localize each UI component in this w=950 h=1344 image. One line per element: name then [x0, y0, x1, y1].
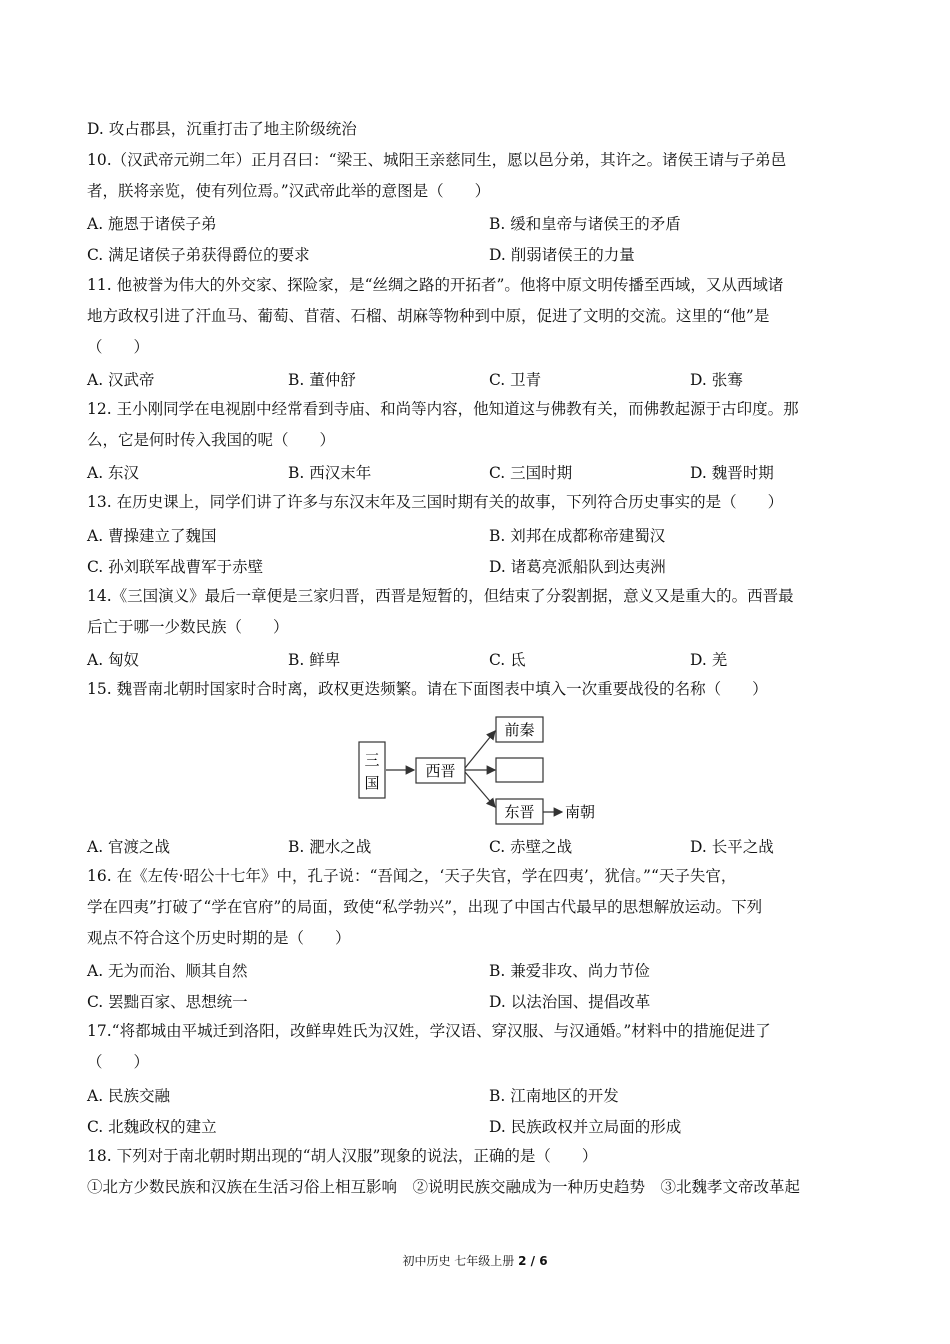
arrow-to-former-qin [465, 731, 495, 768]
question-16-option-d: D. 以法治国、提倡改革 [489, 993, 651, 1011]
box-former-qin-label: 前秦 [504, 721, 535, 739]
question-17-option-b: B. 江南地区的开发 [489, 1087, 619, 1105]
question-16-option-a: A. 无为而治、顺其自然 [87, 962, 248, 980]
question-11-option-d: D. 张骞 [690, 371, 743, 389]
question-17-option-d: D. 民族政权并立局面的形成 [489, 1118, 682, 1136]
question-13-option-a: A. 曹操建立了魏国 [87, 527, 217, 545]
question-14-option-a: A. 匈奴 [87, 651, 140, 669]
question-13-option-d: D. 诸葛亮派船队到达夷洲 [489, 558, 666, 576]
question-15-option-b: B. 淝水之战 [288, 838, 372, 856]
question-12-stem-cont: 么，它是何时传入我国的呢（ ） [87, 431, 336, 449]
question-9-option-d: D. 攻占郡县，沉重打击了地主阶级统治 [87, 120, 357, 138]
question-12-option-c: C. 三国时期 [489, 464, 573, 482]
question-17-option-a: A. 民族交融 [87, 1087, 171, 1105]
question-10-stem: 10.（汉武帝元朔二年）正月召曰：“梁王、城阳王亲慈同生，愿以邑分弟，其许之。诸侯王请与子弟邑 [87, 151, 787, 169]
question-17-stem-cont: （ ） [87, 1053, 150, 1071]
question-11-option-b: B. 董仲舒 [288, 371, 356, 389]
box-blank-answer [496, 758, 543, 782]
question-16-stem-cont: 学在四夷”打破了“学在官府”的局面，致使“私学勃兴”，出现了中国古代最早的思想解放运动。下列 [87, 898, 763, 916]
question-12-option-a: A. 东汉 [87, 464, 140, 482]
question-13-stem: 13. 在历史课上，同学们讲了许多与东汉末年及三国时期有关的故事，下列符合历史事实的是（ ） [87, 493, 784, 511]
question-10-option-c: C. 满足诸侯子弟获得爵位的要求 [87, 246, 310, 264]
question-15-stem: 15. 魏晋南北朝时国家时合时离，政权更迭频繁。请在下面图表中填入一次重要战役的名称（ ） [87, 680, 768, 698]
question-11-option-a: A. 汉武帝 [87, 371, 155, 389]
page-number: 2 / 6 [518, 1254, 548, 1268]
question-15-option-a: A. 官渡之战 [87, 838, 171, 856]
question-10-option-a: A. 施恩于诸侯子弟 [87, 215, 217, 233]
footer-label: 初中历史 七年级上册 [402, 1254, 515, 1268]
question-14-option-b: B. 鲜卑 [288, 651, 341, 669]
southern-dynasties-label: 南朝 [565, 803, 596, 821]
question-13-option-c: C. 孙刘联军战曹军于赤壁 [87, 558, 264, 576]
box-three-kingdoms-label-2: 国 [364, 774, 380, 792]
question-14-stem-cont: 后亡于哪一少数民族（ ） [87, 618, 289, 636]
page-footer [0, 1252, 950, 1269]
arrow-to-eastern-jin [465, 772, 495, 807]
question-16-stem-cont: 观点不符合这个历史时期的是（ ） [87, 929, 351, 947]
question-17-option-c: C. 北魏政权的建立 [87, 1118, 217, 1136]
box-western-jin-label: 西晋 [425, 762, 456, 780]
box-eastern-jin-label: 东晋 [504, 803, 535, 821]
question-10-option-b: B. 缓和皇帝与诸侯王的矛盾 [489, 215, 681, 233]
question-10-stem-cont: 者，朕将亲览，使有列位焉。”汉武帝此举的意图是（ ） [87, 182, 491, 200]
question-10-option-d: D. 削弱诸侯王的力量 [489, 246, 635, 264]
question-12-option-d: D. 魏晋时期 [690, 464, 774, 482]
question-14-option-d: D. 羌 [690, 651, 728, 669]
dynasty-flow-diagram [355, 710, 615, 830]
question-11-stem-cont: 地方政权引进了汗血马、葡萄、苜蓿、石榴、胡麻等物种到中原，促进了文明的交流。这里的“他”是 [87, 307, 770, 325]
question-12-stem: 12. 王小刚同学在电视剧中经常看到寺庙、和尚等内容，他知道这与佛教有关，而佛教起源于古印度。那 [87, 400, 799, 418]
question-11-option-c: C. 卫青 [489, 371, 542, 389]
question-14-option-c: C. 氐 [489, 651, 526, 669]
question-15-option-d: D. 长平之战 [690, 838, 774, 856]
question-14-stem: 14.《三国演义》最后一章便是三家归晋，西晋是短暂的，但结束了分裂割据，意义又是重大的。西晋最 [87, 587, 794, 605]
question-16-option-b: B. 兼爱非攻、尚力节俭 [489, 962, 650, 980]
question-16-stem: 16. 在《左传·昭公十七年》中，孔子说：“吾闻之，‘天子失官，学在四夷’，犹信。”“天子失官， [87, 867, 737, 885]
question-11-stem-cont: （ ） [87, 338, 150, 356]
question-16-option-c: C. 罢黜百家、思想统一 [87, 993, 248, 1011]
question-18-stem: 18. 下列对于南北朝时期出现的“胡人汉服”现象的说法，正确的是（ ） [87, 1147, 598, 1165]
box-three-kingdoms-label-1: 三 [364, 751, 380, 769]
question-11-stem: 11. 他被誉为伟大的外交家、探险家，是“丝绸之路的开拓者”。他将中原文明传播至西域，又从西域诸 [87, 276, 784, 294]
question-12-option-b: B. 西汉末年 [288, 464, 372, 482]
question-15-option-c: C. 赤壁之战 [489, 838, 573, 856]
question-18-statements: ①北方少数民族和汉族在生活习俗上相互影响 ②说明民族交融成为一种历史趋势 ③北魏孝文帝改革起 [87, 1178, 801, 1196]
question-17-stem: 17.“将都城由平城迁到洛阳，改鲜卑姓氏为汉姓，学汉语、穿汉服、与汉通婚。”材料中的措施促进了 [87, 1022, 771, 1040]
question-13-option-b: B. 刘邦在成都称帝建蜀汉 [489, 527, 666, 545]
